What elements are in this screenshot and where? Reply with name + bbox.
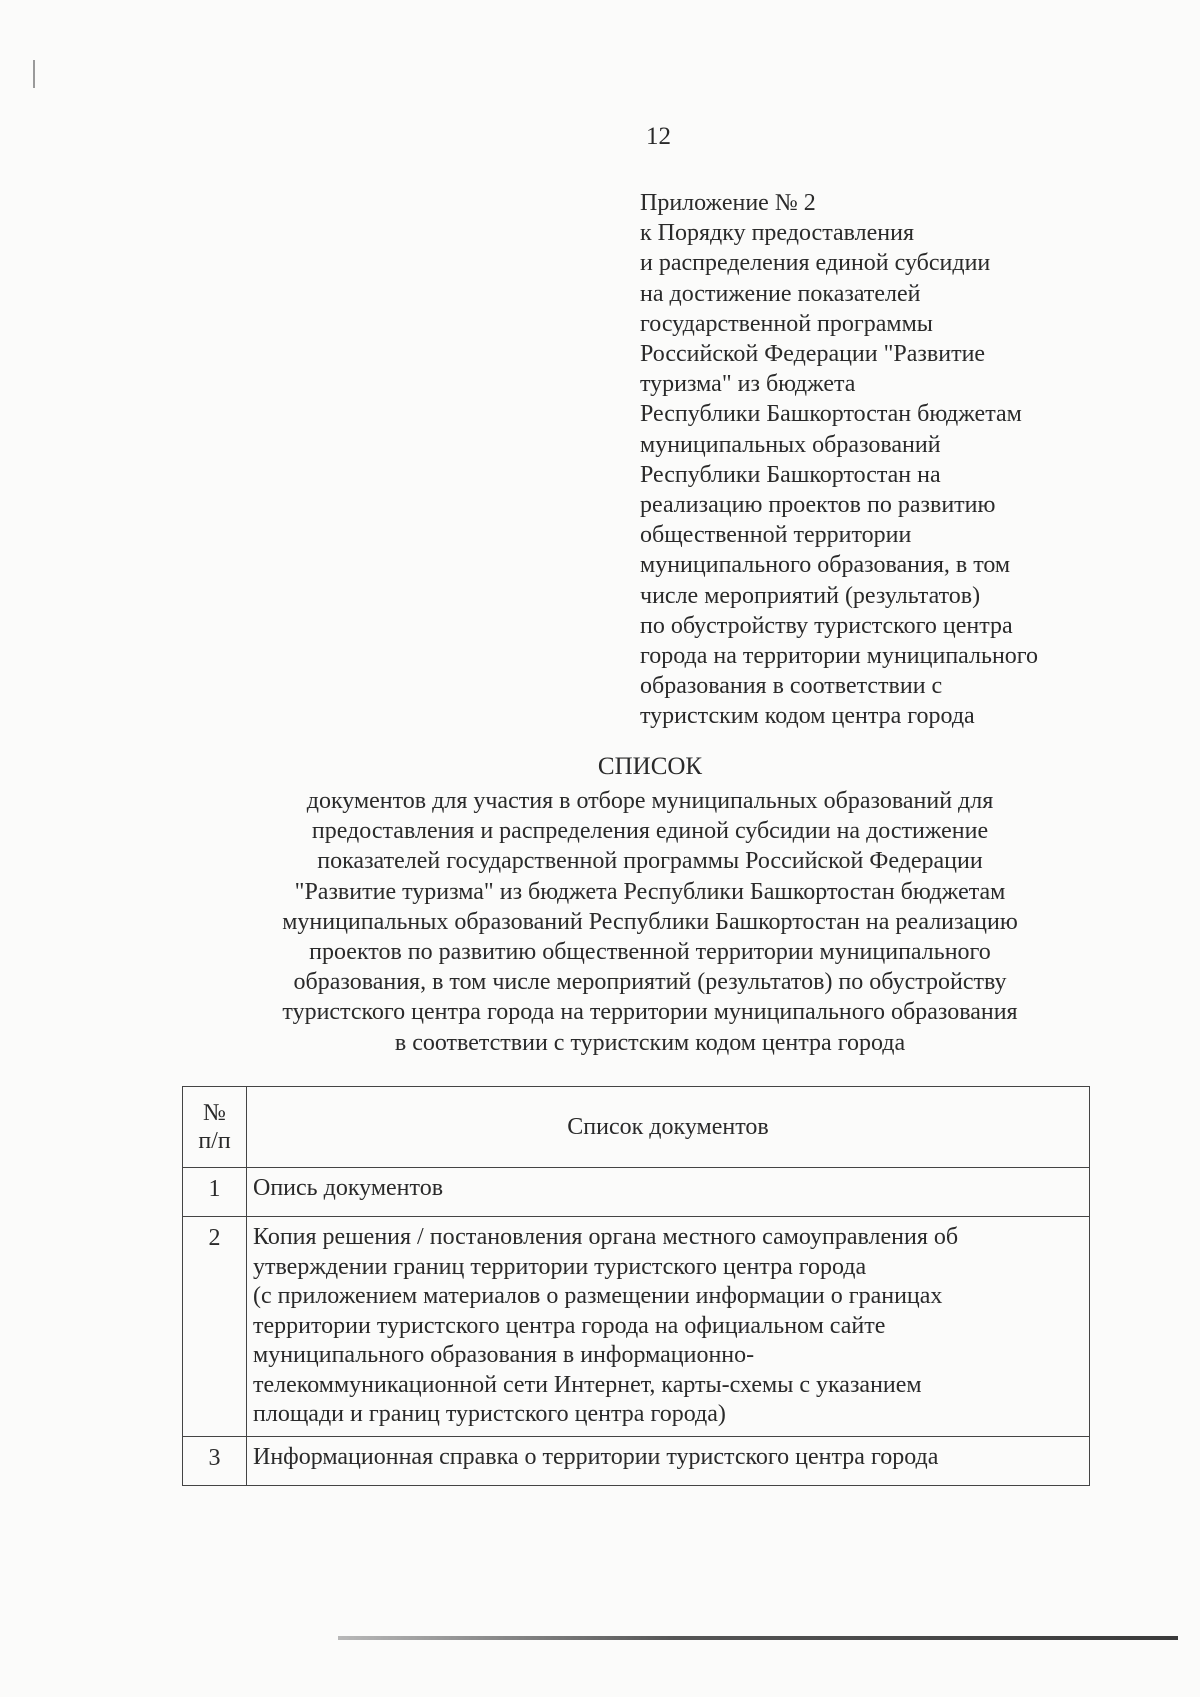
subtitle-line: проектов по развитию общественной территории муниципального bbox=[309, 939, 991, 966]
annex-line: туризма" из бюджета bbox=[640, 371, 856, 398]
annex-line: города на территории муниципального bbox=[640, 643, 1039, 670]
annex-line: числе мероприятий (результатов) bbox=[640, 582, 981, 609]
row-text-line: муниципального образования в информационно- bbox=[253, 1342, 755, 1368]
annex-line: Приложение № 2 bbox=[640, 190, 816, 216]
row-text-line: Опись документов bbox=[253, 1175, 444, 1201]
annex-line: реализацию проектов по развитию bbox=[640, 492, 996, 519]
annex-line: Республики Башкортостан на bbox=[640, 461, 941, 488]
annex-line: и распределения единой субсидии bbox=[640, 250, 991, 277]
row-text bbox=[247, 1168, 1090, 1217]
document-heading: СПИСОК bbox=[597, 753, 703, 780]
table-header-row bbox=[183, 1087, 1090, 1168]
row-number: 1 bbox=[183, 1168, 247, 1217]
row-text-line: площади и границ туристского центра города) bbox=[253, 1401, 726, 1427]
annex-line: Российской Федерации "Развитие bbox=[640, 341, 986, 368]
annex-line: государственной программы bbox=[640, 310, 933, 337]
annex-line: муниципальных образований bbox=[640, 431, 941, 458]
row-text-line: утверждении границ территории туристского центра города bbox=[253, 1253, 867, 1280]
row-number: 2 bbox=[183, 1217, 247, 1437]
header-number-symbol: № bbox=[203, 1100, 226, 1126]
annex-line: образования в соответствии с bbox=[640, 673, 943, 700]
annex-line: по обустройству туристского центра bbox=[640, 612, 1013, 639]
subtitle-line: документов для участия в отборе муниципальных образований для bbox=[306, 788, 994, 814]
subtitle-line: туристского центра города на территории муниципального образования bbox=[282, 999, 1018, 1026]
annex-block bbox=[640, 188, 1120, 732]
row-text-line: Информационная справка о территории туристского центра города bbox=[253, 1443, 939, 1470]
subtitle-line: в соответствии с туристским кодом центра города bbox=[394, 1029, 906, 1056]
subtitle-line: "Развитие туризма" из бюджета Республики Башкортостан бюджетам bbox=[294, 878, 1006, 905]
documents-table bbox=[182, 1086, 1090, 1486]
annex-line: на достижение показателей bbox=[640, 280, 921, 307]
header-title-cell: Список документов bbox=[247, 1087, 1090, 1168]
document-subtitle bbox=[140, 786, 1160, 1058]
row-text-line: телекоммуникационной сети Интернет, карты-схемы с указанием bbox=[253, 1371, 922, 1398]
footer-rule bbox=[338, 1636, 1178, 1640]
row-text bbox=[247, 1436, 1090, 1485]
row-text-line: (с приложением материалов о размещении информации о границах bbox=[253, 1283, 943, 1309]
subtitle-line: предоставления и распределения единой субсидии на достижение bbox=[311, 818, 989, 845]
row-number: 3 bbox=[183, 1436, 247, 1485]
subtitle-line: образования, в том числе мероприятий (результатов) по обустройству bbox=[293, 969, 1007, 996]
page-number: 12 bbox=[646, 123, 671, 150]
subtitle-line: показателей государственной программы Российской Федерации bbox=[317, 848, 983, 875]
header-number-cell bbox=[183, 1087, 247, 1168]
table-row bbox=[183, 1217, 1090, 1437]
row-text bbox=[247, 1217, 1090, 1437]
subtitle-line: муниципальных образований Республики Башкортостан на реализацию bbox=[282, 908, 1018, 935]
row-text-line: территории туристского центра города на официальном сайте bbox=[253, 1312, 886, 1339]
row-text-line: Копия решения / постановления органа местного самоуправления об bbox=[253, 1224, 959, 1250]
scan-margin-mark bbox=[33, 60, 35, 88]
annex-line: Республики Башкортостан бюджетам bbox=[640, 401, 1022, 428]
annex-line: муниципального образования, в том bbox=[640, 552, 1011, 579]
annex-line: туристским кодом центра города bbox=[640, 703, 975, 730]
annex-line: к Порядку предоставления bbox=[640, 220, 915, 247]
annex-line: общественной территории bbox=[640, 522, 912, 549]
table-row bbox=[183, 1168, 1090, 1217]
header-number-abbrev: п/п bbox=[198, 1128, 231, 1154]
table-row bbox=[183, 1436, 1090, 1485]
